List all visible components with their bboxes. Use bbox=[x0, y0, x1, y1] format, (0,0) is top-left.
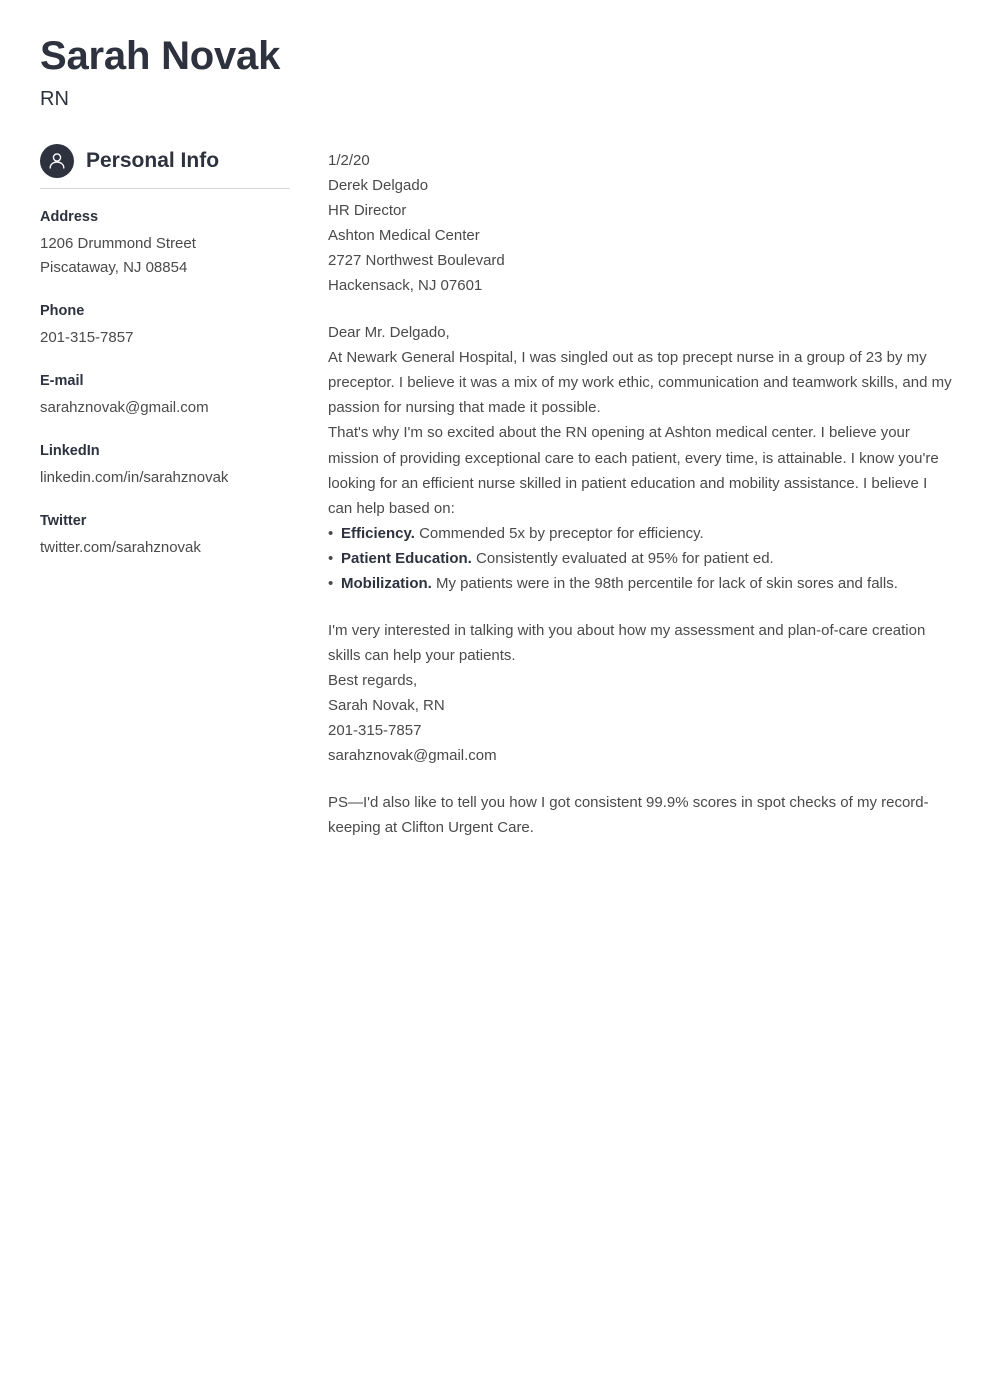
list-item bbox=[328, 546, 952, 571]
personal-info-list bbox=[40, 207, 290, 561]
info-label: Twitter bbox=[40, 513, 87, 530]
info-value[interactable]: twitter.com/sarahznovak bbox=[40, 539, 201, 557]
recipient-name: Derek Delgado bbox=[328, 177, 429, 195]
info-label: E-mail bbox=[40, 373, 84, 390]
list-item bbox=[328, 521, 952, 546]
letter-header bbox=[40, 34, 740, 111]
body-paragraph-1: At Newark General Hospital, I was singled out as top precept nurse in a group of 23 by my preceptor. I believe it was a mix of my work ethic, communication and teamwork skills, and my passion for nursing that made it possible. bbox=[328, 349, 952, 417]
signature-phone: 201-315-7857 bbox=[328, 721, 422, 739]
body-paragraph-3: I'm very interested in talking with you about how my assessment and plan-of-care creation skills can help your patients. bbox=[328, 621, 926, 664]
bullet-text: Commended 5x by preceptor for efficiency. bbox=[419, 524, 704, 542]
postscript: PS—I'd also like to tell you how I got consistent 99.9% scores in spot checks of my record-keeping at Clifton Urgent Care. bbox=[328, 794, 929, 837]
letter-body bbox=[328, 148, 952, 840]
bullet-text: Consistently evaluated at 95% for patient ed. bbox=[476, 549, 774, 567]
signature-name: Sarah Novak, RN bbox=[328, 696, 445, 714]
personal-info-title: Personal Info bbox=[86, 149, 220, 173]
person-icon bbox=[40, 144, 74, 178]
recipient-company: Ashton Medical Center bbox=[328, 227, 480, 245]
body-paragraph-2: That's why I'm so excited about the RN opening at Ashton medical center. I believe your mission of providing exceptional care to each patient, every time, is attainable. I know you're looking for an efficient nurse skilled in patient education and mobility assistance. I believe I can help based on: bbox=[328, 424, 939, 517]
personal-info-sidebar bbox=[40, 144, 290, 561]
info-value: Piscataway, NJ 08854 bbox=[40, 259, 188, 277]
info-block-phone bbox=[40, 301, 290, 350]
bullet-lead: Efficiency. bbox=[341, 524, 415, 542]
info-label: Address bbox=[40, 209, 99, 225]
signature-email: sarahznovak@gmail.com bbox=[328, 747, 497, 765]
info-block-email bbox=[40, 371, 290, 420]
salutation: Dear Mr. Delgado, bbox=[328, 324, 450, 342]
recipient-street: 2727 Northwest Boulevard bbox=[328, 252, 505, 270]
info-label: LinkedIn bbox=[40, 443, 100, 460]
bullet-lead: Mobilization. bbox=[341, 574, 432, 592]
personal-info-header bbox=[40, 144, 290, 189]
candidate-role: RN bbox=[40, 87, 69, 110]
letter-date: 1/2/20 bbox=[328, 152, 370, 169]
recipient-title: HR Director bbox=[328, 202, 407, 220]
bullet-text: My patients were in the 98th percentile for lack of skin sores and falls. bbox=[436, 574, 898, 592]
closing-line: Best regards, bbox=[328, 671, 418, 689]
info-value: 1206 Drummond Street bbox=[40, 234, 196, 252]
achievement-bullets bbox=[328, 521, 952, 596]
list-item bbox=[328, 571, 952, 596]
info-value[interactable]: linkedin.com/in/sarahznovak bbox=[40, 469, 229, 487]
info-block-twitter bbox=[40, 511, 290, 560]
info-block-address bbox=[40, 207, 290, 280]
candidate-name: Sarah Novak bbox=[40, 34, 281, 78]
recipient-address bbox=[328, 173, 952, 298]
info-block-linkedin bbox=[40, 441, 290, 490]
info-label: Phone bbox=[40, 303, 85, 320]
bullet-lead: Patient Education. bbox=[341, 549, 472, 567]
info-value: 201-315-7857 bbox=[40, 329, 134, 347]
info-value[interactable]: sarahznovak@gmail.com bbox=[40, 399, 209, 417]
signature-block bbox=[328, 693, 952, 768]
recipient-city: Hackensack, NJ 07601 bbox=[328, 277, 483, 295]
